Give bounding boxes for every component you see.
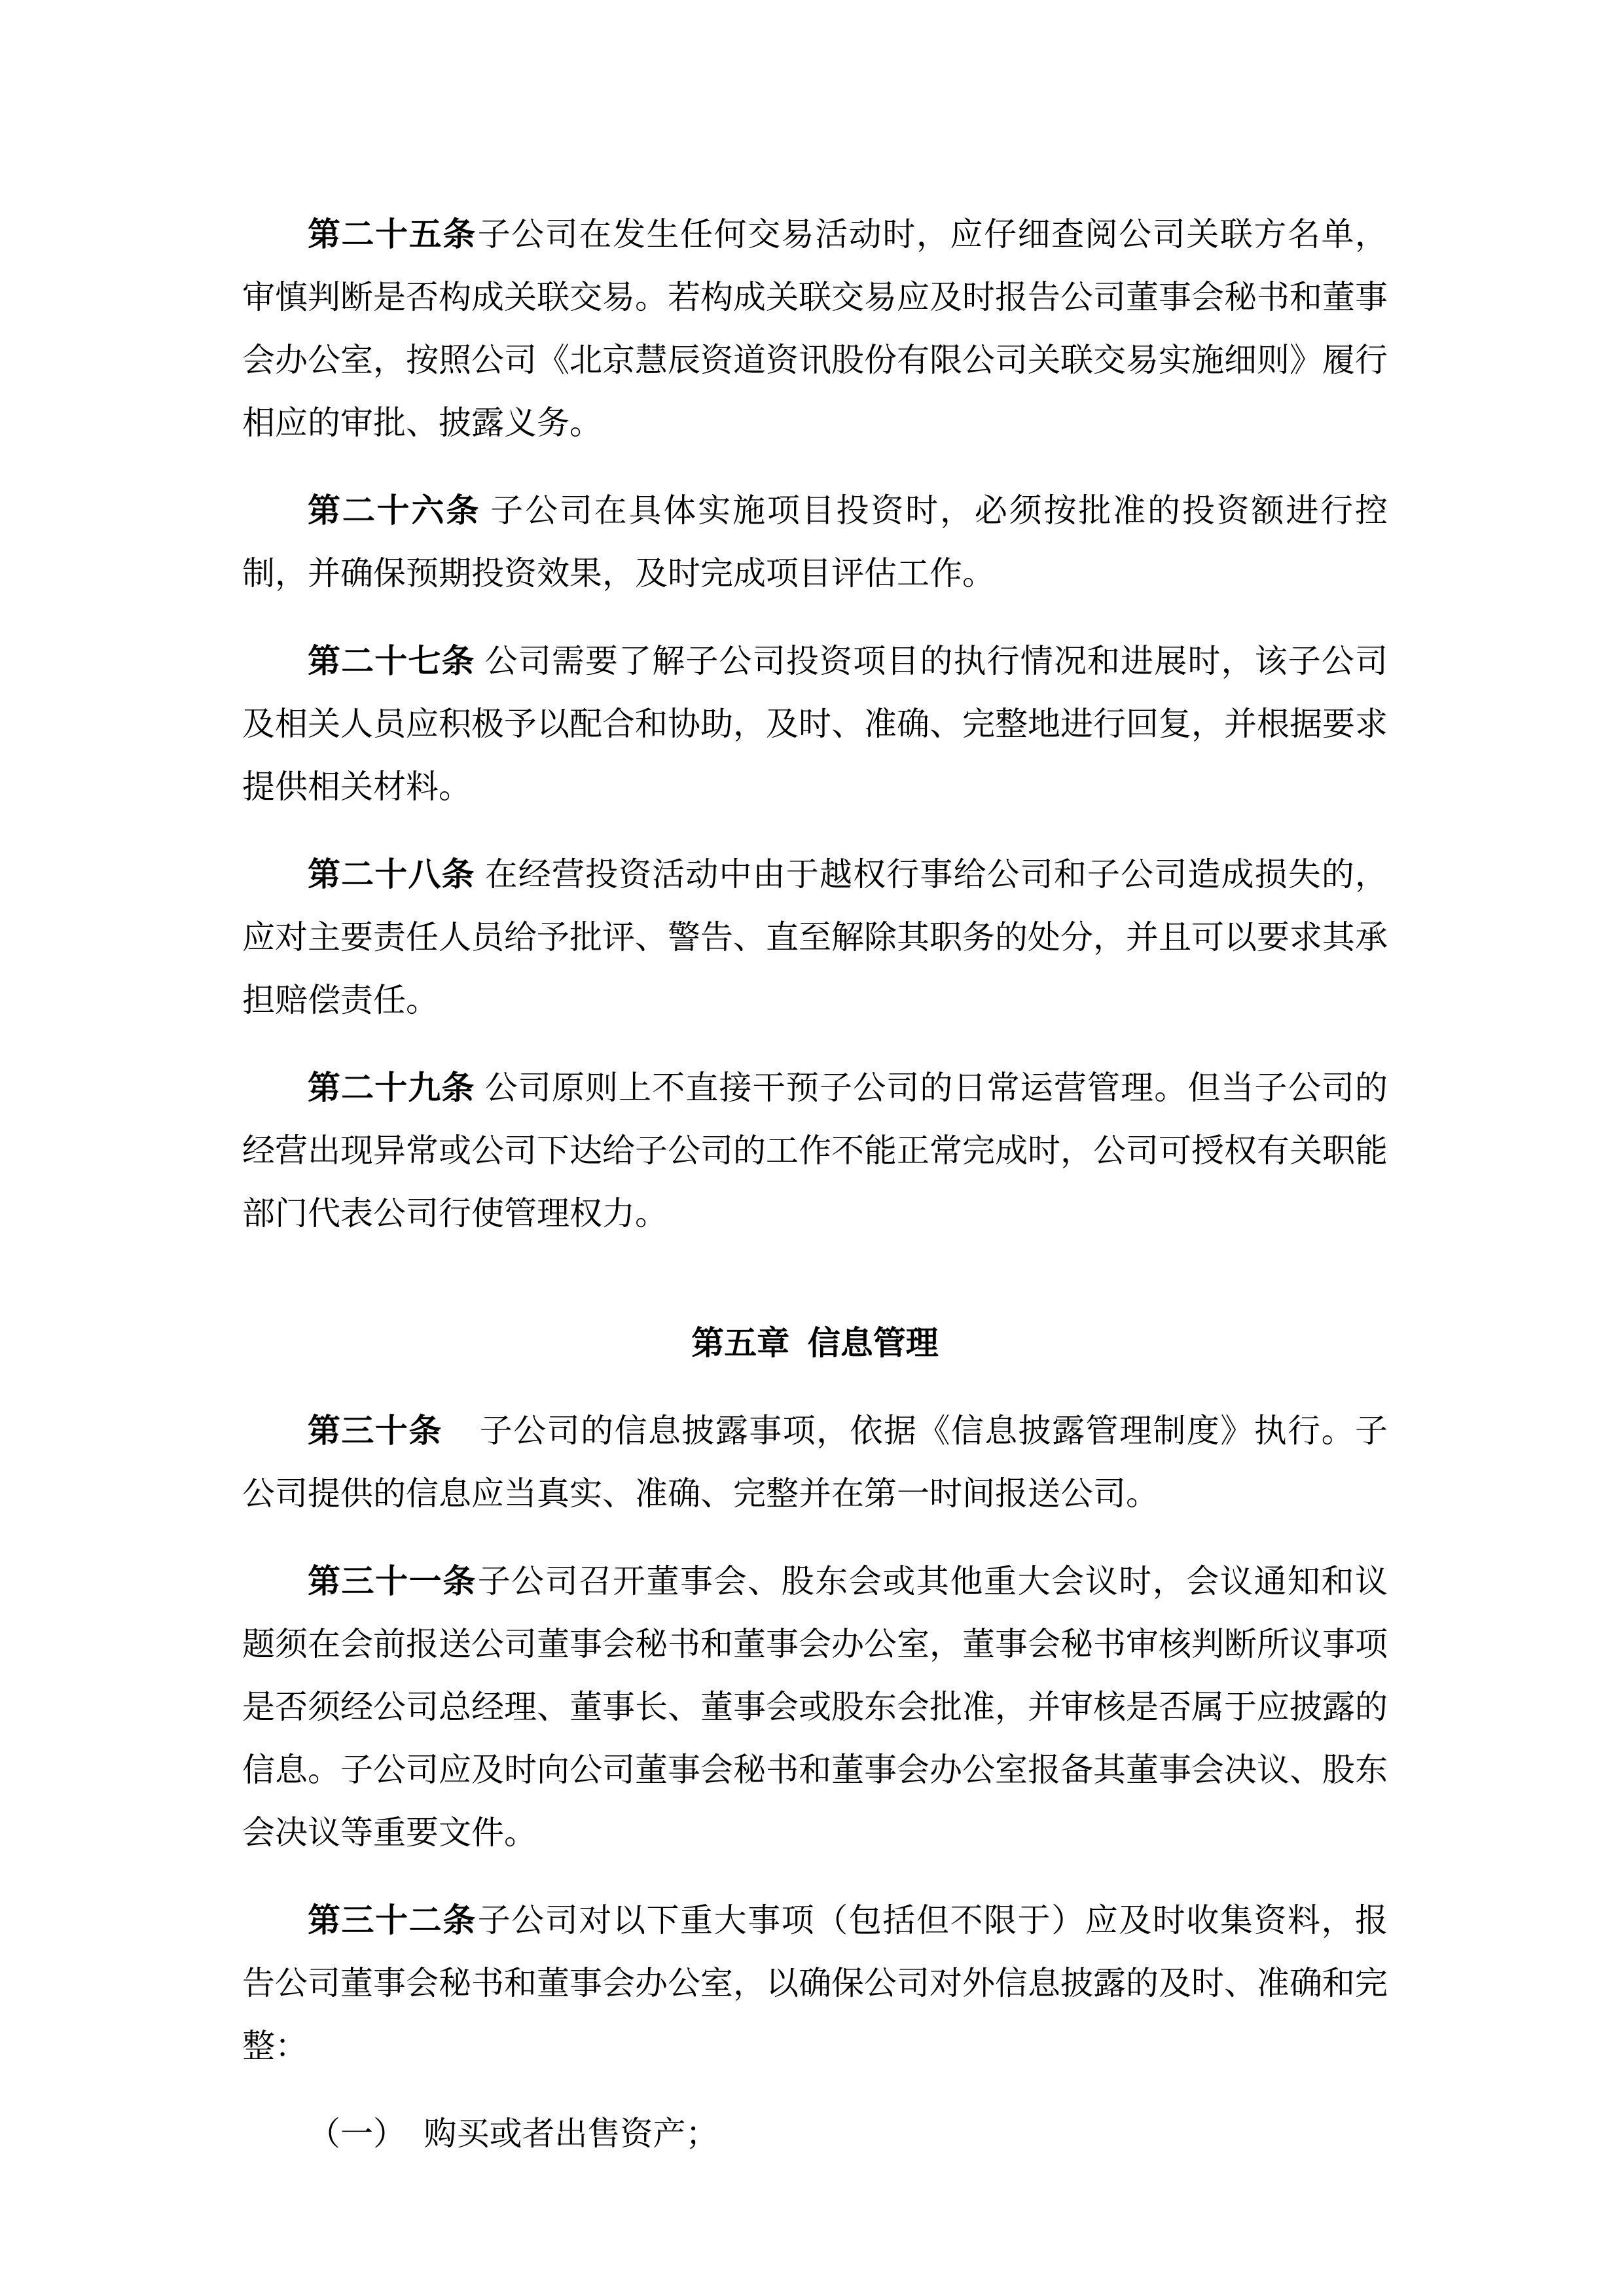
article-text: 子公司召开董事会、股东会或其他重大会议时，会议通知和议题须在会前报送公司董事会秘书和董事会办公室，董事会秘书审核判断所议事项是否须经公司总经理、董事长、董事会或股东会批准，并审核是否属于应披露的信息。子公司应及时向公司董事会秘书和董事会办公室报备其董事会决议、股东会决议等重要文件。	[242, 1563, 1388, 1851]
list-item	[242, 2102, 1388, 2165]
article-paragraph	[242, 479, 1388, 605]
article-text: 子公司对以下重大事项（包括但不限于）应及时收集资料，报告公司董事会秘书和董事会办公室，以确保公司对外信息披露的及时、准确和完整：	[242, 1902, 1388, 2064]
article-number: 第三十二条	[308, 1902, 477, 1939]
article-number: 第二十六条	[308, 492, 481, 529]
article-text: 子公司的信息披露事项，依据《信息披露管理制度》执行。子公司提供的信息应当真实、准确、完整并在第一时间报送公司。	[242, 1412, 1388, 1512]
article-number: 第三十条	[308, 1412, 442, 1449]
article-paragraph	[242, 843, 1388, 1031]
article-text: 公司原则上不直接干预子公司的日常运营管理。但当子公司的经营出现异常或公司下达给子公司的工作不能正常完成时，公司可授权有关职能部门代表公司行使管理权力。	[242, 1069, 1388, 1232]
list-item-text: 购买或者出售资产；	[424, 2115, 719, 2152]
article-paragraph	[242, 1399, 1388, 1525]
list-item-marker: （一）	[308, 2115, 406, 2152]
article-paragraph	[242, 1056, 1388, 1245]
article-number: 第三十一条	[308, 1563, 477, 1600]
article-paragraph	[242, 1889, 1388, 2077]
chapter-heading	[242, 1312, 1388, 1374]
chapter-title: 信息管理	[807, 1325, 939, 1361]
article-text: 公司需要了解子公司投资项目的执行情况和进展时，该子公司及相关人员应积极予以配合和协助，及时、准确、完整地进行回复，并根据要求提供相关材料。	[242, 643, 1388, 805]
article-paragraph	[242, 203, 1388, 454]
article-paragraph	[242, 630, 1388, 818]
article-text: 子公司在发生任何交易活动时，应仔细查阅公司关联方名单，审慎判断是否构成关联交易。若构成关联交易应及时报告公司董事会秘书和董事会办公室，按照公司《北京慧辰资道资讯股份有限公司关联交易实施细则》履行相应的审批、披露义务。	[242, 216, 1388, 441]
article-paragraph	[242, 1550, 1388, 1864]
article-number: 第二十七条	[308, 643, 475, 679]
article-text: 子公司在具体实施项目投资时，必须按批准的投资额进行控制，并确保预期投资效果，及时完成项目评估工作。	[242, 492, 1388, 592]
document-content	[242, 203, 1388, 2190]
article-number: 第二十八条	[308, 856, 475, 893]
article-number: 第二十九条	[308, 1069, 475, 1106]
chapter-number: 第五章	[691, 1325, 790, 1361]
article-text: 在经营投资活动中由于越权行事给公司和子公司造成损失的，应对主要责任人员给予批评、警告、直至解除其职务的处分，并且可以要求其承担赔偿责任。	[242, 856, 1388, 1018]
article-number: 第二十五条	[308, 216, 477, 253]
